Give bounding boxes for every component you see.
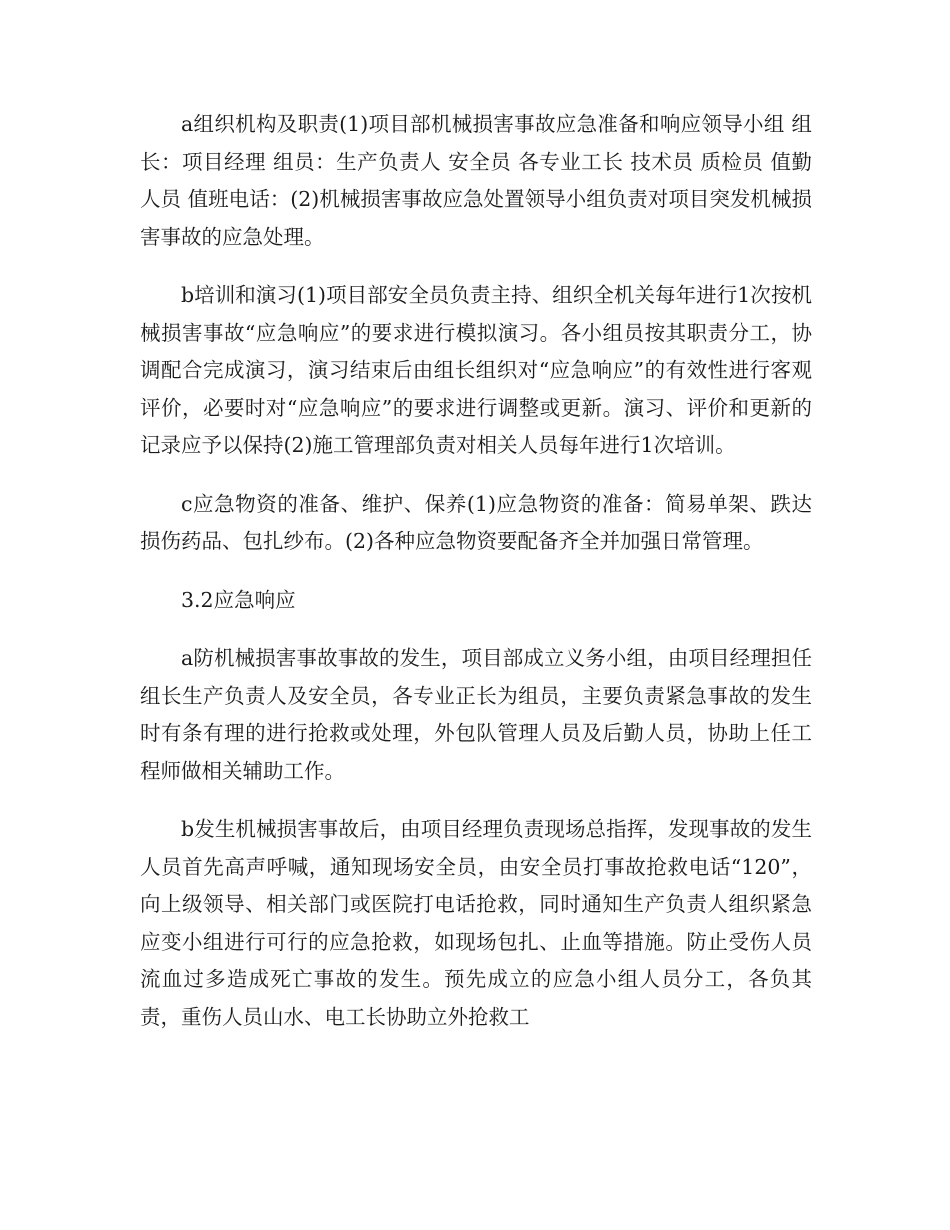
section-heading: 3.2应急响应: [181, 587, 296, 612]
document-body: [140, 106, 812, 1057]
paragraph-prevention: a防机械损害事故事故的发生，项目部成立义务小组，由项目经理担任组长生产负责人及安全员，各专业正长为组员，主要负责紧急事故的发生时有条有理的进行抢救或处理，外包队管理人员及后勤人员，协助上任工程师做相关辅助工作。: [140, 646, 812, 783]
paragraph-response: b发生机械损害事故后，由项目经理负责现场总指挥，发现事故的发生人员首先高声呼喊，通知现场安全员，由安全员打事故抢救电话“120”，向上级领导、相关部门或医院打电话抢救，同时通知生产负责人组织紧急应变小组进行可行的应急抢救，如现场包扎、止血等措施。防止受伤人员流血过多造成死亡事故的发生。预先成立的应急小组人员分工，各负其责，重伤人员山水、电工长协助立外抢救工: [140, 817, 812, 1029]
paragraph-training: b培训和演习(1)项目部安全员负责主持、组织全机关每年进行1次按机械损害事故“应急响应”的要求进行模拟演习。各小组员按其职责分工，协调配合完成演习，演习结束后由组长组织对“应急响应”的有效性进行客观评价，必要时对“应急响应”的要求进行调整或更新。演习、评价和更新的记录应予以保持(2)施工管理部负责对相关人员每年进行1次培训。: [140, 283, 812, 457]
paragraph-supplies: c应急物资的准备、维护、保养(1)应急物资的准备：简易单架、跌达损伤药品、包扎纱布。(2)各种应急物资要配备齐全并加强日常管理。: [140, 491, 812, 553]
paragraph-organization: a组织机构及职责(1)项目部机械损害事故应急准备和响应领导小组 组长：项目经理 组员：生产负责人 安全员 各专业工长 技术员 质检员 值勤人员 值班电话：(2)机械损害事故应急处置领导小组负责对项目突发机械损害事故的应急处理。: [140, 112, 812, 249]
